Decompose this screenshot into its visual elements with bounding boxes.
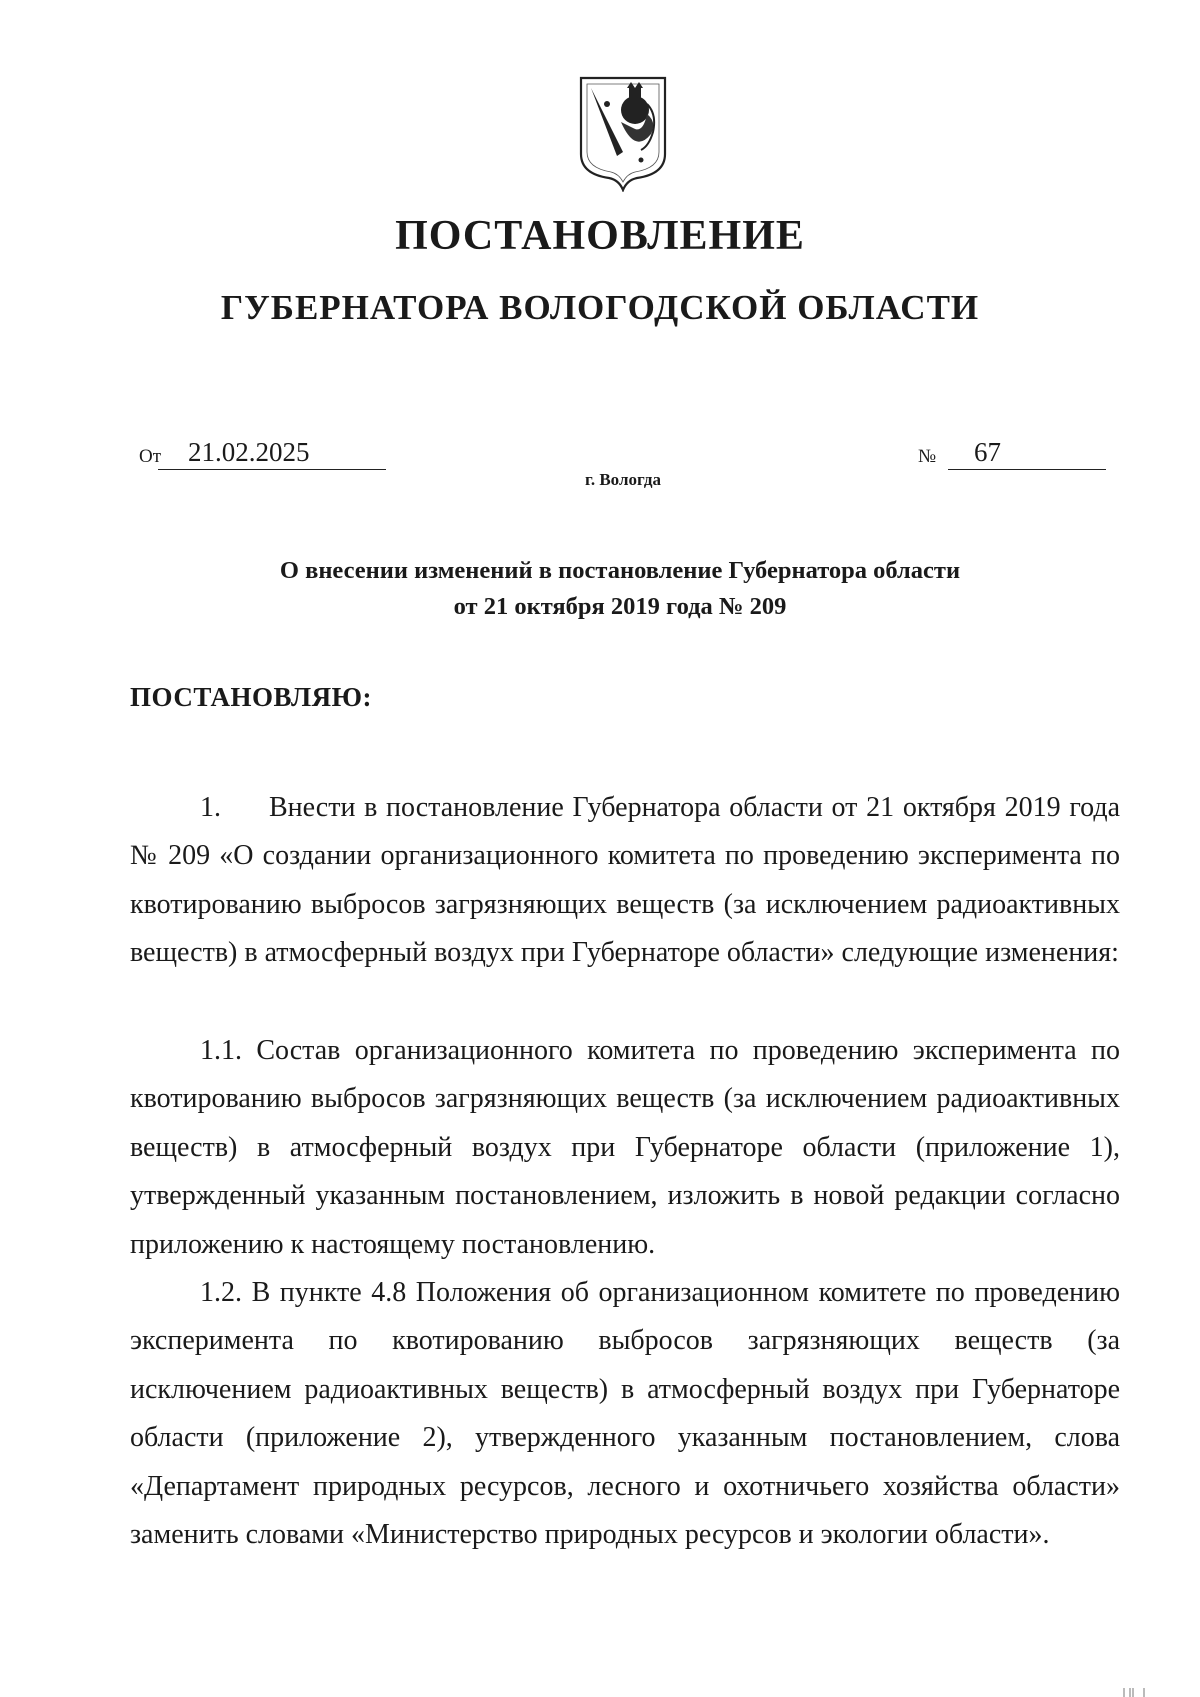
paragraph-1	[130, 784, 1120, 978]
subject-line-1: О внесении изменений в постановление Губернатора области	[279, 557, 961, 584]
number-sign: №	[918, 446, 937, 467]
document-number: 67	[948, 436, 1106, 470]
paragraph-1-1	[130, 1027, 1120, 1269]
paragraph-text: Состав организационного комитета по проведению эксперимента по квотированию выбросов загрязняющих веществ (за исключением радиоактивных веществ) в атмосферный воздух при Губернаторе области (приложение 1), утвержденный указанным постановлением, изложить в новой редакции согласно приложению к настоящему постановлению.	[130, 1035, 1121, 1260]
paragraph-number: 1.1.	[200, 1035, 242, 1066]
paragraph-number: 1.	[200, 792, 221, 823]
paragraph-1-2	[130, 1269, 1120, 1559]
city-name: г. Вологда	[585, 470, 661, 489]
date-prefix: От	[139, 446, 162, 467]
decree-heading: ПОСТАНОВЛЯЮ:	[130, 682, 372, 712]
document-date: 21.02.2025	[158, 436, 386, 470]
document-title: ПОСТАНОВЛЕНИЕ	[395, 213, 805, 259]
document-issuer: ГУБЕРНАТОРА ВОЛОГОДСКОЙ ОБЛАСТИ	[220, 288, 980, 327]
document-subject	[0, 553, 1200, 625]
subject-line-2: от 21 октября 2019 года № 209	[453, 593, 787, 620]
paragraph-text: В пункте 4.8 Положения об организационном комитете по проведению эксперимента по квотированию выбросов загрязняющих веществ (за исключением радиоактивных веществ) в атмосферный воздух при Губернаторе области (приложение 2), утвержденного указанным постановлением, слова «Департамент природных ресурсов, лесного и охотничьего хозяйства области» заменить словами «Министерство природных ресурсов и экологии области».	[130, 1277, 1121, 1551]
paragraph-number: 1.2.	[200, 1277, 242, 1308]
coat-of-arms-emblem	[577, 74, 669, 192]
scan-edge-mark	[1080, 1688, 1160, 1697]
paragraph-text: Внести в постановление Губернатора области от 21 октября 2019 года № 209 «О создании организационного комитета по проведению эксперимента по квотированию выбросов загрязняющих веществ (за исключением радиоактивных веществ) в атмосферный воздух при Губернаторе области» следующие изменения:	[130, 792, 1120, 969]
